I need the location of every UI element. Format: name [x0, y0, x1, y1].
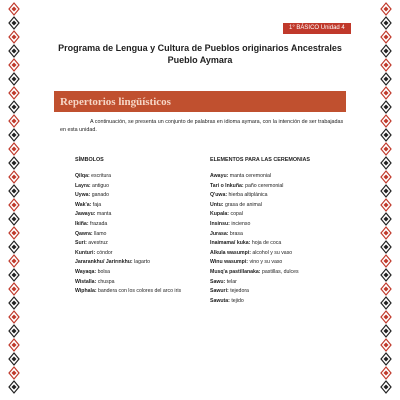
term: Tari o Inkuña: — [210, 182, 244, 189]
diamond-motif-icon — [380, 352, 392, 366]
list-item — [210, 230, 340, 240]
diamond-motif-icon — [8, 380, 20, 394]
list-item — [75, 230, 205, 240]
diamond-motif-icon — [380, 296, 392, 310]
ceremonias-heading: ELEMENTOS PARA LAS CEREMONIAS — [210, 157, 310, 163]
diamond-motif-icon — [380, 2, 392, 16]
diamond-motif-icon — [8, 198, 20, 212]
diamond-motif-icon — [8, 296, 20, 310]
diamond-motif-icon — [8, 282, 20, 296]
diamond-motif-icon — [8, 184, 20, 198]
page-title-line1: Programa de Lengua y Cultura de Pueblos originarios Ancestrales — [58, 43, 342, 53]
list-item — [75, 278, 205, 288]
decorative-border-right — [378, 0, 394, 400]
definition: telar — [225, 278, 237, 285]
term: Kupala: — [210, 211, 230, 218]
term: Layra: — [75, 182, 91, 189]
diamond-motif-icon — [380, 30, 392, 44]
simbolos-list — [75, 172, 205, 297]
term: Suri: — [75, 240, 87, 247]
diamond-motif-icon — [380, 170, 392, 184]
definition: grasa de animal — [223, 201, 262, 208]
term: Untu: — [210, 201, 224, 208]
term: Inaimama/ kuka: — [210, 240, 251, 247]
term: Jararankhu/ Jarirınkhu: — [75, 259, 133, 266]
definition: ganado — [90, 192, 110, 199]
diamond-motif-icon — [8, 86, 20, 100]
diamond-motif-icon — [380, 338, 392, 352]
definition: escritura — [89, 173, 112, 179]
term: Wak'a: — [75, 201, 92, 208]
definition: hierba altiplánica — [227, 192, 268, 199]
term: Uywa: — [75, 192, 91, 199]
definition: pastillas, dulces — [260, 268, 299, 275]
diamond-motif-icon — [8, 58, 20, 72]
diamond-motif-icon — [380, 282, 392, 296]
term: Sawu: — [210, 278, 226, 285]
definition: bolsa — [96, 268, 110, 275]
diamond-motif-icon — [380, 310, 392, 324]
term: Sawuta: — [210, 297, 230, 304]
diamond-motif-icon — [380, 44, 392, 58]
diamond-motif-icon — [8, 324, 20, 338]
list-item — [210, 220, 340, 230]
list-item — [210, 297, 340, 307]
section-title: Repertorios lingüísticos — [60, 95, 171, 108]
term: Kunturi: — [75, 249, 96, 256]
diamond-motif-icon — [8, 16, 20, 30]
diamond-motif-icon — [380, 58, 392, 72]
list-item — [210, 239, 340, 249]
diamond-motif-icon — [380, 16, 392, 30]
list-item — [75, 268, 205, 278]
term: Insinsu: — [210, 220, 230, 227]
list-item — [75, 182, 205, 192]
term: Qilqa: — [75, 173, 90, 179]
list-item — [75, 258, 205, 268]
diamond-motif-icon — [380, 128, 392, 142]
ceremonias-column — [210, 157, 340, 306]
ceremonias-list — [210, 172, 340, 306]
diamond-motif-icon — [8, 212, 20, 226]
term: Awayu: — [210, 173, 229, 179]
diamond-motif-icon — [380, 184, 392, 198]
definition: chuspa — [96, 278, 115, 285]
definition: brasa — [228, 230, 243, 237]
definition: paño ceremonial — [243, 182, 284, 189]
term: Wayaqa: — [75, 268, 97, 275]
definition: faja — [91, 201, 102, 208]
definition: tejedora — [228, 288, 249, 295]
simbolos-column — [75, 157, 205, 297]
term: Winu wasumpi: — [210, 259, 248, 266]
list-item — [75, 239, 205, 249]
list-item — [75, 191, 205, 201]
diamond-motif-icon — [380, 324, 392, 338]
term: Jawayu: — [75, 211, 96, 218]
definition: frazada — [88, 220, 108, 227]
diamond-motif-icon — [8, 226, 20, 240]
definition: manta — [95, 211, 112, 218]
definition: copal — [229, 211, 243, 218]
section-header — [54, 91, 346, 112]
definition: antiguo — [90, 182, 110, 189]
term: Wistalla: — [75, 278, 97, 285]
unit-tag: 1° BÁSICO Unidad 4 — [283, 23, 351, 34]
diamond-motif-icon — [8, 240, 20, 254]
term: Jurasa: — [210, 230, 229, 237]
diamond-motif-icon — [380, 114, 392, 128]
term: Sawuri: — [210, 288, 229, 295]
list-item — [75, 220, 205, 230]
list-item — [210, 258, 340, 268]
page-title — [40, 42, 360, 66]
list-item — [210, 201, 340, 211]
list-item — [75, 287, 205, 297]
definition: alcohol y su vaso — [250, 249, 293, 256]
diamond-motif-icon — [380, 254, 392, 268]
diamond-motif-icon — [8, 310, 20, 324]
list-item — [210, 172, 340, 182]
diamond-motif-icon — [380, 72, 392, 86]
definition: bandera con los colores del arco iris — [96, 288, 182, 295]
diamond-motif-icon — [380, 142, 392, 156]
diamond-motif-icon — [380, 86, 392, 100]
definition: avestruz — [86, 240, 108, 247]
list-item — [75, 210, 205, 220]
diamond-motif-icon — [380, 198, 392, 212]
diamond-motif-icon — [380, 212, 392, 226]
definition: llamo — [92, 230, 107, 237]
term: Ikiña: — [75, 220, 89, 227]
diamond-motif-icon — [380, 268, 392, 282]
list-item — [210, 191, 340, 201]
term: Alkula wasumpi: — [210, 249, 251, 256]
definition: lagarto — [132, 259, 150, 266]
diamond-motif-icon — [8, 44, 20, 58]
decorative-border-left — [6, 0, 22, 400]
term: Q'uwa: — [210, 192, 228, 199]
list-item — [210, 287, 340, 297]
diamond-motif-icon — [8, 142, 20, 156]
page-title-line2: Pueblo Aymara — [167, 55, 233, 65]
list-item — [75, 249, 205, 259]
diamond-motif-icon — [8, 30, 20, 44]
diamond-motif-icon — [8, 156, 20, 170]
definition: cóndor — [95, 249, 113, 256]
term: Wiphala: — [75, 288, 97, 295]
definition: hoja de coca — [250, 240, 282, 247]
list-item — [210, 210, 340, 220]
diamond-motif-icon — [380, 156, 392, 170]
definition: incienso — [229, 220, 251, 227]
diamond-motif-icon — [8, 72, 20, 86]
diamond-motif-icon — [8, 352, 20, 366]
list-item — [210, 249, 340, 259]
list-item — [75, 201, 205, 211]
diamond-motif-icon — [8, 100, 20, 114]
intro-paragraph: A continuación, se presenta un conjunto de palabras en idioma aymara, con la intención de ser trabajadas en esta unidad. — [60, 119, 344, 133]
simbolos-heading: SÍMBOLOS — [75, 157, 104, 163]
definition: vino y su vaso — [248, 259, 283, 266]
definition: tejido — [229, 297, 244, 304]
diamond-motif-icon — [8, 2, 20, 16]
diamond-motif-icon — [8, 114, 20, 128]
diamond-motif-icon — [8, 338, 20, 352]
diamond-motif-icon — [8, 128, 20, 142]
diamond-motif-icon — [8, 170, 20, 184]
diamond-motif-icon — [380, 100, 392, 114]
list-item — [75, 172, 205, 182]
list-item — [210, 278, 340, 288]
diamond-motif-icon — [380, 380, 392, 394]
diamond-motif-icon — [380, 366, 392, 380]
list-item — [210, 182, 340, 192]
diamond-motif-icon — [8, 268, 20, 282]
diamond-motif-icon — [380, 226, 392, 240]
list-item — [210, 268, 340, 278]
term: Musq'a pastillanaka: — [210, 268, 261, 275]
diamond-motif-icon — [8, 254, 20, 268]
diamond-motif-icon — [8, 366, 20, 380]
term: Qawra: — [75, 230, 93, 237]
diamond-motif-icon — [380, 240, 392, 254]
definition: manta ceremonial — [228, 173, 272, 179]
